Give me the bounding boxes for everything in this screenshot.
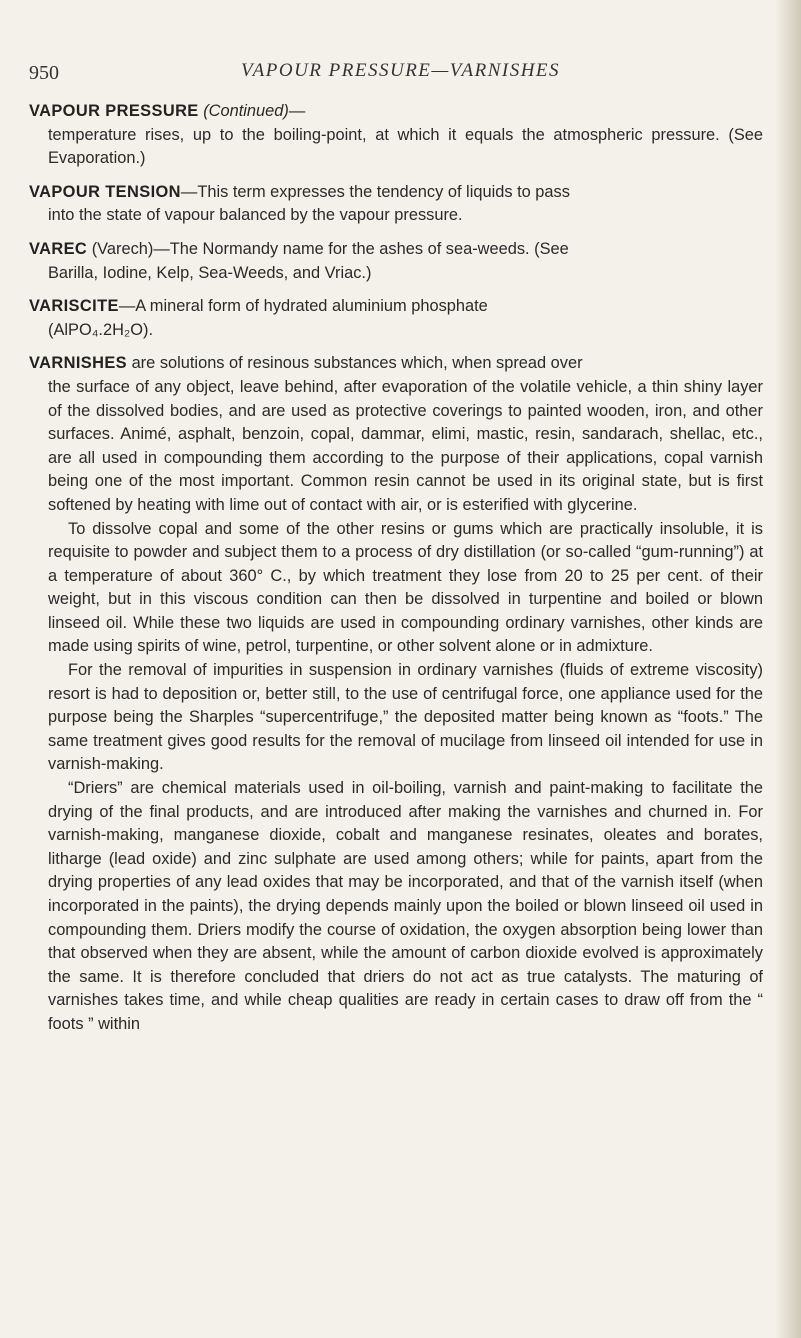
page-number: 950 bbox=[29, 62, 59, 84]
paragraph: the surface of any object, leave behind, after evaporation of the volatile vehicle, a thin shiny layer of the dissolved bodies, and are used as protective coverings to painted wooden, iron, and other surfaces. Animé, asphalt, benzoin, copal, dammar, elimi, mastic, resin, sandarach, shellac, etc., are all used in compounding them according to the purpose of their applications, copal varnish being one of the most important. Common resin cannot be used in its original state, but is first softened by heating with lime out of contact with air, or is esterified with glycerine. bbox=[48, 377, 763, 514]
entry-body bbox=[29, 376, 763, 1037]
paragraph: For the removal of impurities in suspension in ordinary varnishes (fluids of extreme viscosity) resort is had to deposition or, better still, to the use of centrifugal force, one appliance used for the purpose being the Sharples “supercentrifuge,” the deposited matter being known as “foots.” The same treatment gives good results for the removal of mucilage from linseed oil intended for use in varnish-making. bbox=[48, 661, 763, 774]
paragraph: “Driers” are chemical materials used in oil-boiling, varnish and paint-making to facilitate the drying of the final products, and are introduced after making the varnishes and churned in. For varnish-making, manganese dioxide, cobalt and manganese resinates, oleates and borates, litharge (lead oxide) and zinc sulphate are used among others; while for paints, apart from the drying properties of any lead oxides that may be incorporated, and that of the varnish itself (when incorporated in the paints), the drying depends mainly upon the boiled or blown linseed oil used in compounding them. Driers modify the course of oxidation, the oxygen absorption being lower than that observed when they are absent, while the amount of carbon dioxide evolved is approximately the same. It is therefore concluded that driers do not act as true catalysts. The maturing of varnishes takes time, and while cheap qualities are ready in certain cases to draw off from the “ foots ” within bbox=[48, 779, 763, 1033]
continued-label: (Continued) bbox=[203, 102, 289, 120]
entry-varec bbox=[29, 238, 763, 285]
entry-headword: VAREC bbox=[29, 239, 88, 258]
entry-vapour-tension bbox=[29, 181, 763, 228]
entry-first-line: are solutions of resinous substances which, when spread over bbox=[127, 354, 583, 373]
entry-first-line: — bbox=[288, 102, 306, 120]
page-content bbox=[29, 100, 763, 1037]
paragraph: To dissolve copal and some of the other resins or gums which are practically insoluble, it is requisite to powder and subject them to a process of dry distillation (or so-called “gum-running”) at a temperature of about 360° C., by which treatment they lose from 20 to 25 per cent. of their weight, but in this viscous condition can then be dissolved in turpentine and boiled or blown linseed oil. While these two liquids are used in compounding ordinary varnishes, other kinds are made using spirits of wine, petrol, turpentine, or other solvent alone or in admixture. bbox=[48, 519, 763, 656]
entry-body: temperature rises, up to the boiling-point, at which it equals the atmospheric pressure. (See Evaporation.) bbox=[48, 125, 763, 168]
entry-body: into the state of vapour balanced by the vapour pressure. bbox=[48, 206, 463, 225]
entry-varnishes bbox=[29, 352, 763, 1036]
entry-first-line: —This term expresses the tendency of liquids to pass bbox=[180, 182, 570, 201]
entry-headword: VAPOUR TENSION bbox=[29, 182, 181, 201]
entry-headword: VAPOUR PRESSURE bbox=[29, 102, 199, 120]
entry-body: (AlPO₄.2H₂O). bbox=[48, 320, 154, 339]
entry-first-line: —A mineral form of hydrated aluminium phosphate bbox=[118, 297, 488, 316]
entry-vapour-pressure bbox=[29, 100, 763, 171]
entry-headword: VARNISHES bbox=[29, 354, 128, 373]
entry-first-line: (Varech)—The Normandy name for the ashes of sea-weeds. (See bbox=[87, 239, 569, 258]
entry-variscite bbox=[29, 295, 763, 342]
entry-body: Barilla, Iodine, Kelp, Sea-Weeds, and Vriac.) bbox=[48, 263, 372, 282]
running-head: VAPOUR PRESSURE—VARNISHES bbox=[240, 60, 561, 81]
entry-headword: VARISCITE bbox=[29, 297, 119, 316]
page-edge-shadow bbox=[775, 0, 801, 1338]
